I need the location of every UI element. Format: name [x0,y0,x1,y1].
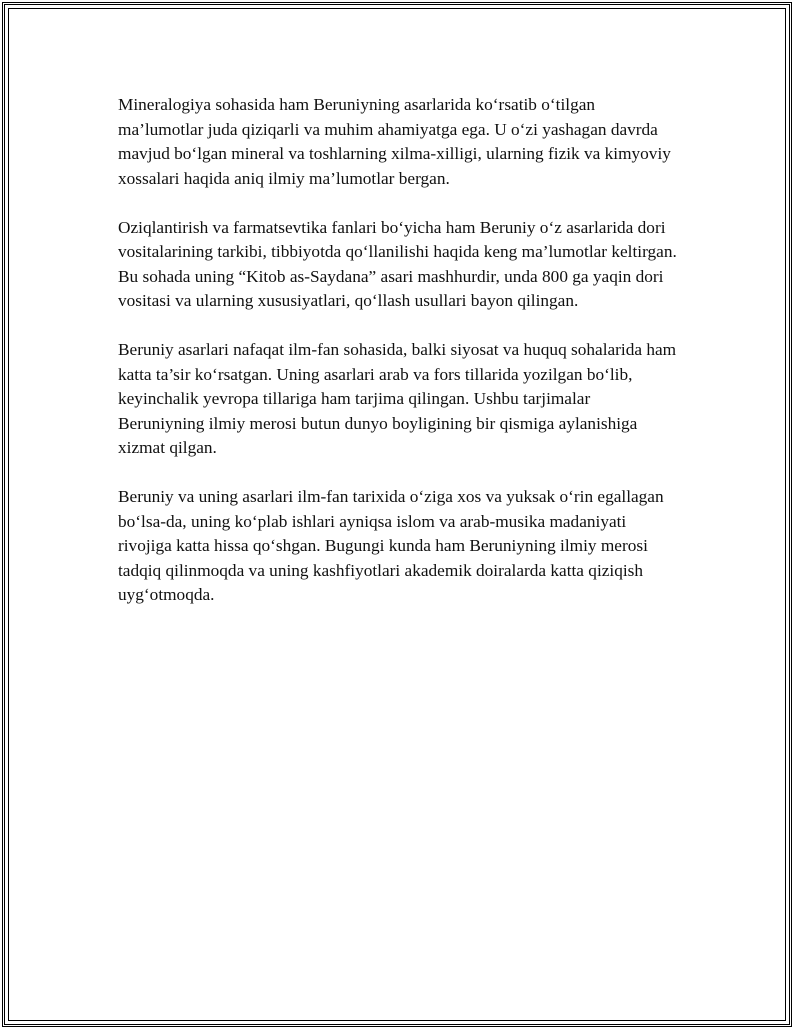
paragraph-mineralogy: Mineralogiya sohasida ham Beruniyning asarlarida ko‘rsatib o‘tilgan ma’lumotlar juda qiziqarli va muhim ahamiyatga ega. U o‘zi yashagan davrda mavjud bo‘lgan mineral va toshlarning xilma-xilligi, ularning fizik va kimyoviy xossalari haqida aniq ilmiy ma’lumotlar bergan. [118,95,671,188]
paragraph-influence: Beruniy asarlari nafaqat ilm-fan sohasida, balki siyosat va huquq sohalarida ham katta ta’sir ko‘rsatgan. Uning asarlari arab va fors tillarida yozilgan bo‘lib, keyinchalik yevropa tillariga ham tarjima qilingan. Ushbu tarjimalar Beruniyning ilmiy merosi butun dunyo boyligining bir qismiga aylanishiga xizmat qilgan. [118,340,677,457]
paragraph-pharmacy: Oziqlantirish va farmatsevtika fanlari bo‘yicha ham Beruniy o‘z asarlarida dori vositalarining tarkibi, tibbiyotda qo‘llanilishi haqida keng ma’lumotlar keltirgan. Bu sohada uning “Kitob as-Saydana” asari mashhurdir, unda 800 ga yaqin dori vositasi va ularning xususiyatlari, qo‘llash usullari bayon qilingan. [118,217,677,310]
document-body [118,93,680,632]
paragraph-legacy: Beruniy va uning asarlari ilm-fan tarixida o‘ziga xos va yuksak o‘rin egallagan bo‘lsa-da, uning ko‘plab ishlari ayniqsa islom va arab-musika madaniyati rivojiga katta hissa qo‘shgan. Bugungi kunda ham Beruniyning ilmiy merosi tadqiq qilinmoqda va uning kashfiyotlari akademik doiralarda katta qiziqish uyg‘otmoqda. [118,487,664,604]
